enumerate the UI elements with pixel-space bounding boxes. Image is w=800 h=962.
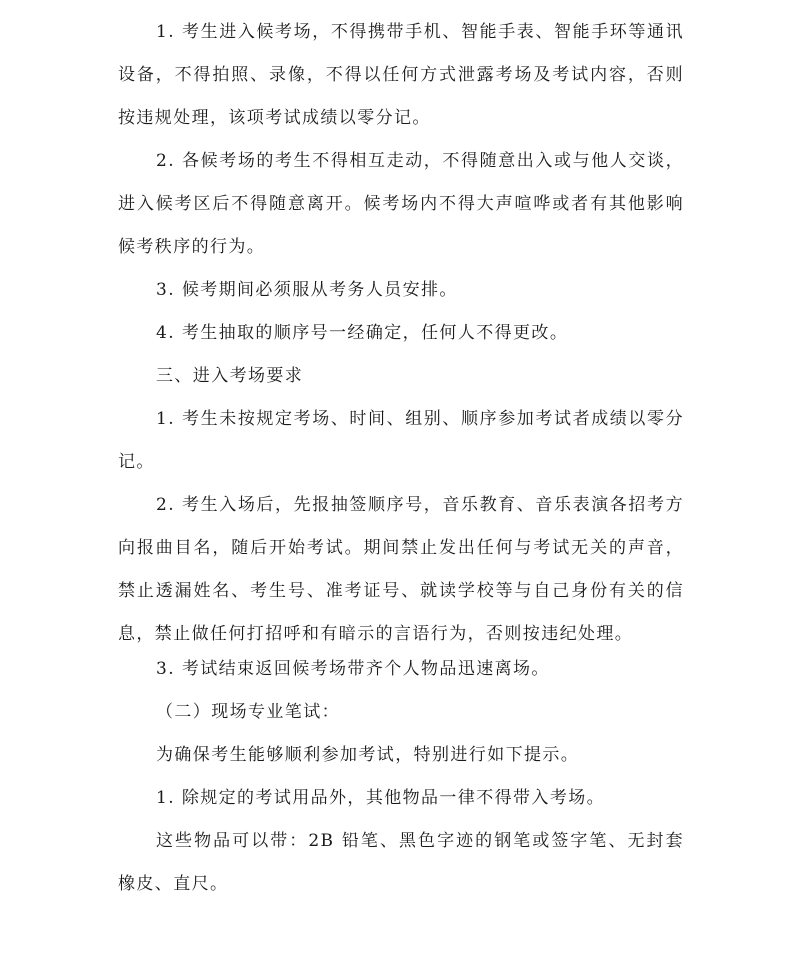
section-heading-entering-exam-room: 三、进入考场要求 — [156, 366, 304, 386]
paragraph-allowed-items-list: 这些物品可以带：2B 铅笔、黑色字迹的钢笔或签字笔、无封套橡皮、直尺。 — [118, 831, 684, 894]
paragraph-rule-entry-procedure: 2. 考生入场后，先报抽签顺序号，音乐教育、音乐表演各招考方向报曲目名，随后开始考试。期间禁止发出任何与考试无关的声音，禁止透漏姓名、考生号、准考证号、就读学校等与自己身份有关的信息，禁止做任何打招呼和有暗示的言语行为，否则按违纪处理。 — [118, 495, 684, 644]
paragraph-rule-movement: 2. 各候考场的考生不得相互走动，不得随意出入或与他人交谈，进入候考区后不得随意离开。候考场内不得大声喧哗或者有其他影响候考秩序的行为。 — [118, 151, 684, 257]
section-heading-written-exam: （二）现场专业笔试： — [156, 702, 340, 722]
paragraph-rule-phones: 1. 考生进入候考场，不得携带手机、智能手表、智能手环等通讯设备，不得拍照、录像，不得以任何方式泄露考场及考试内容，否则按违规处理，该项考试成绩以零分记。 — [118, 22, 684, 128]
paragraph-rule-schedule: 1. 考生未按规定考场、时间、组别、顺序参加考试者成绩以零分记。 — [118, 409, 684, 472]
paragraph-rule-allowed-items: 1. 除规定的考试用品外，其他物品一律不得带入考场。 — [156, 788, 606, 808]
paragraph-rule-obey-staff: 3. 候考期间必须服从考务人员安排。 — [156, 280, 458, 300]
paragraph-notice-intro: 为确保考生能够顺利参加考试，特别进行如下提示。 — [156, 745, 580, 765]
paragraph-rule-order-number: 4. 考生抽取的顺序号一经确定，任何人不得更改。 — [156, 323, 569, 343]
paragraph-rule-leave: 3. 考试结束返回候考场带齐个人物品迅速离场。 — [156, 659, 550, 679]
